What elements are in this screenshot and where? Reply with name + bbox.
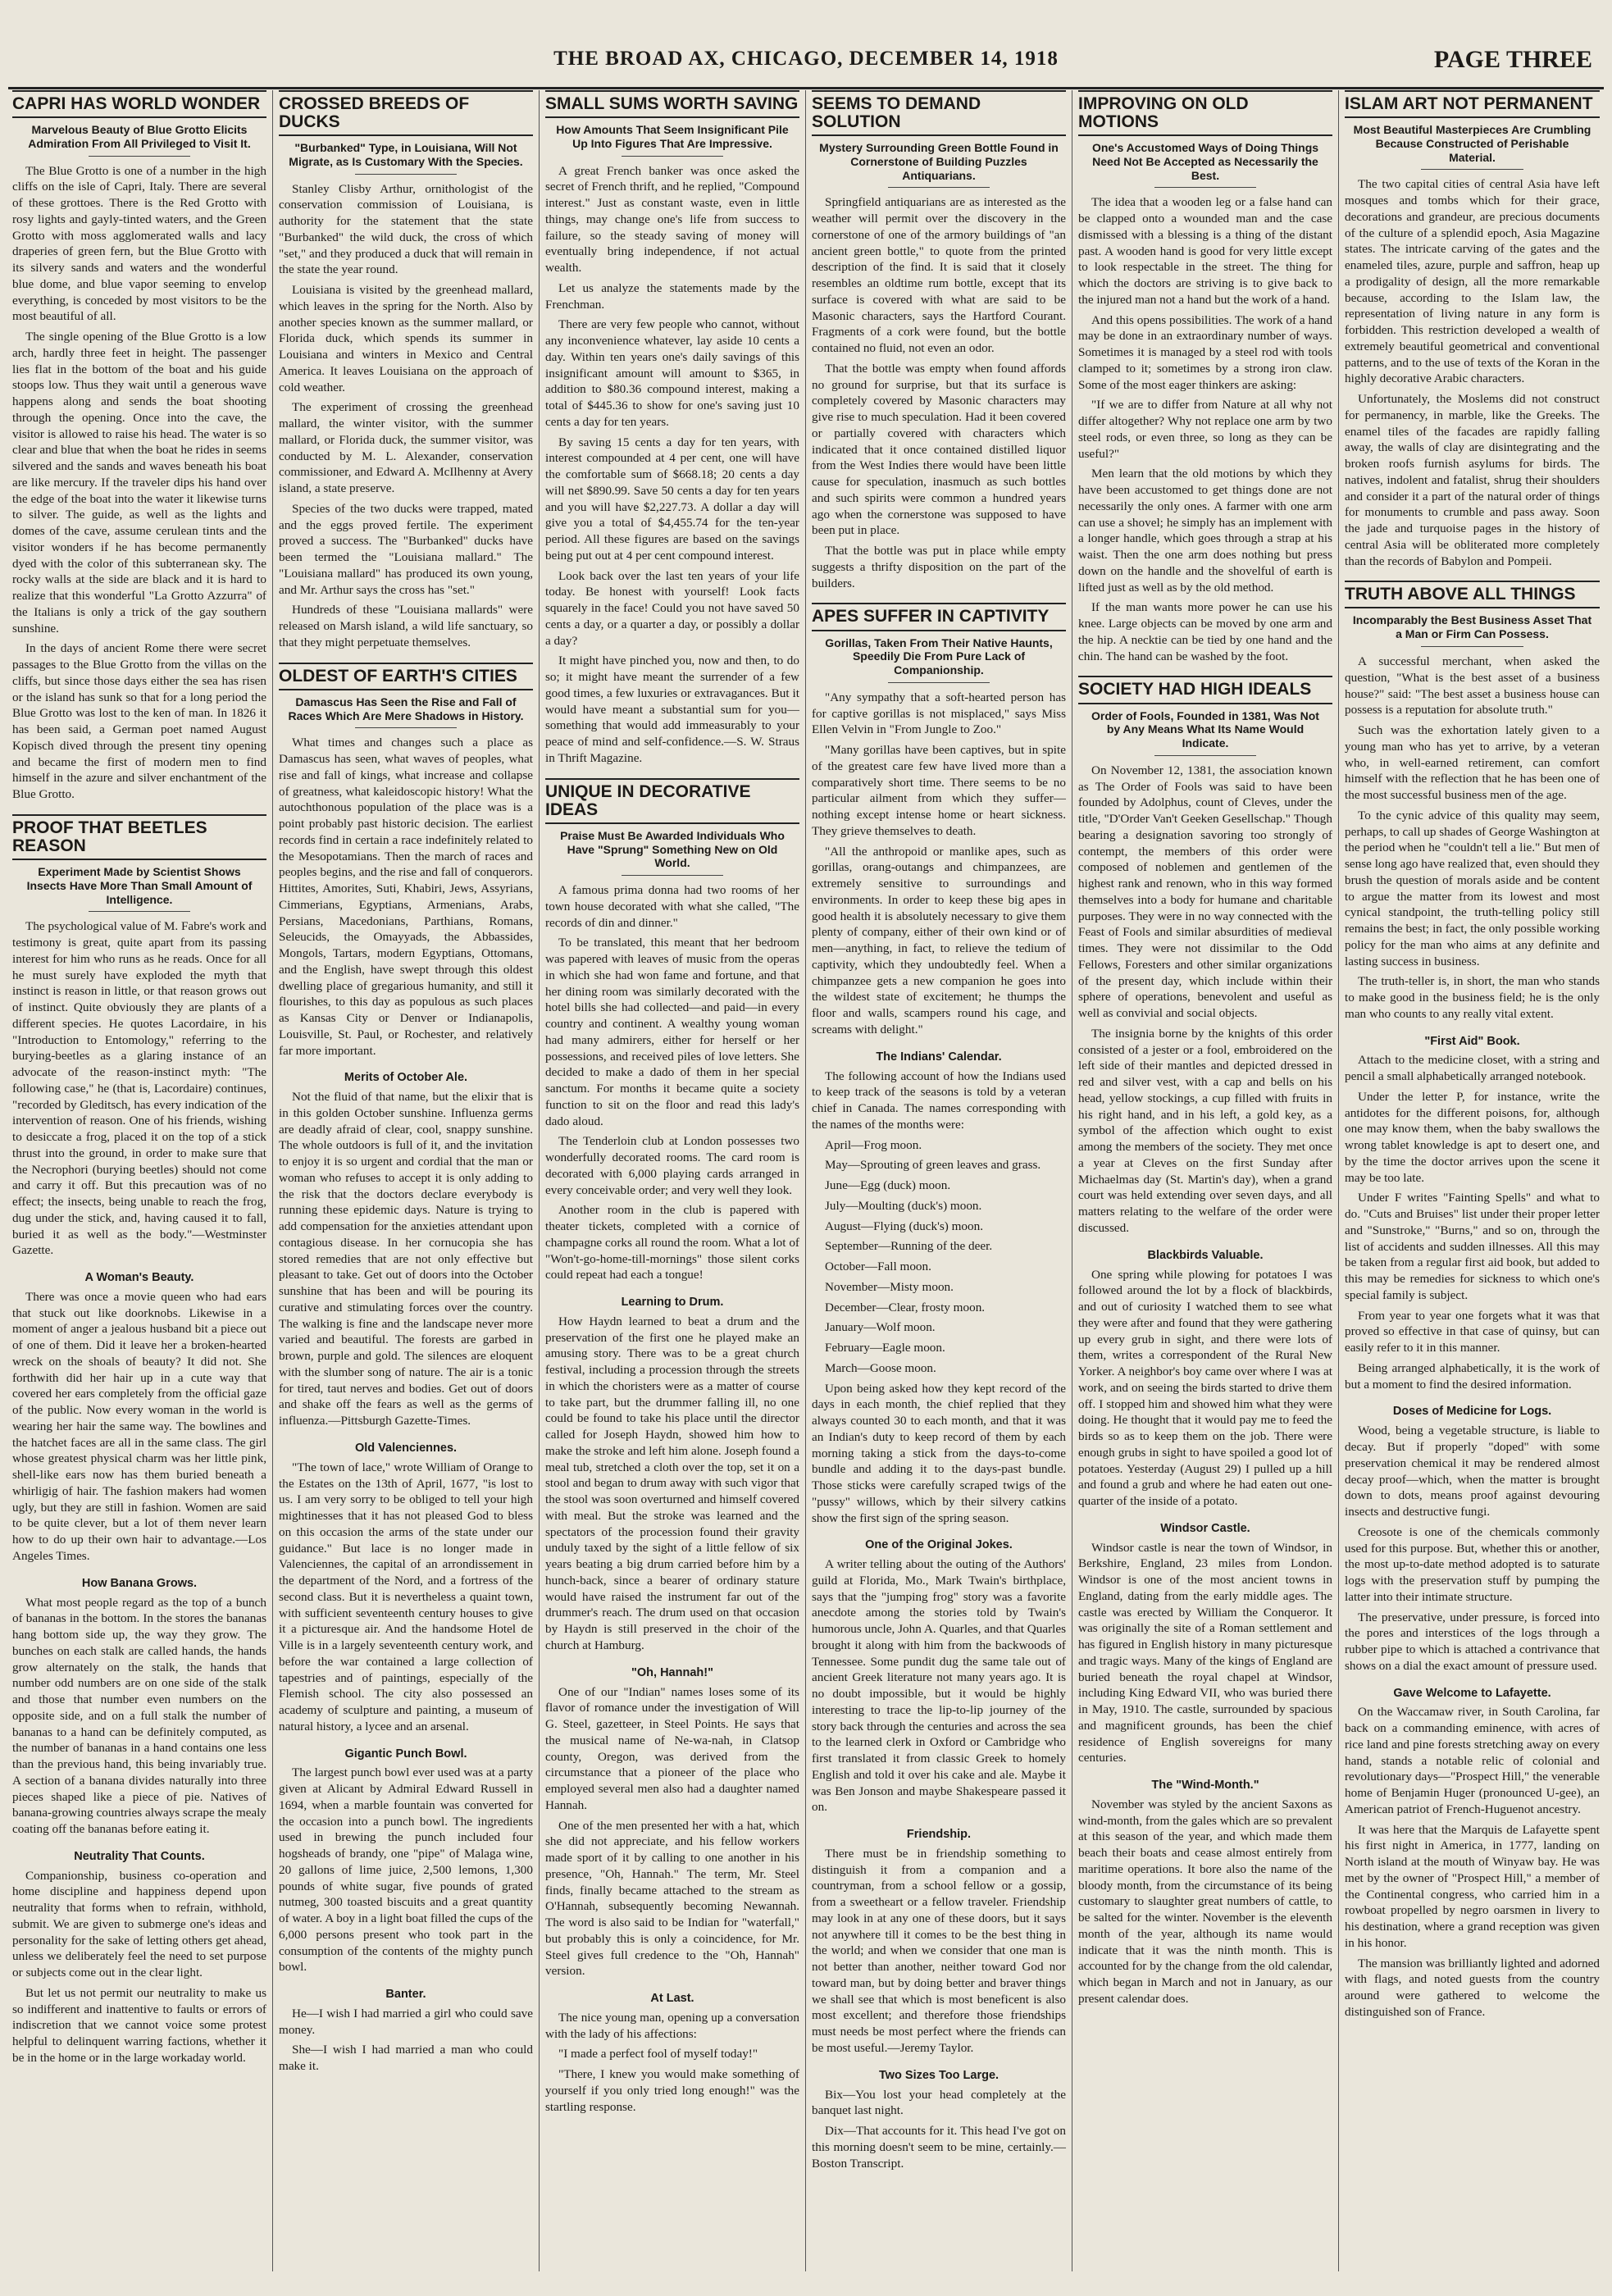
article-paragraph: Let us analyze the statements made by the Frenchman. <box>545 280 799 312</box>
article-paragraph: By saving 15 cents a day for ten years, with interest compounded at 4 per cent, one will have the comfortable sum of $668.18; 20 cents a day will net $890.99. Save 50 cents a day for ten years and you will have $2,227.73. A dollar a day will give you a total of $4,455.74 for the ten-year period. All these figures are based on the savings being put out at 4 per cent compound interest. <box>545 435 799 563</box>
article-paragraph: Such was the exhortation lately given to a young man who has yet to arrive, by a veteran who, in well-earned retirement, can comfort himself with the reflection that he has been one of the most successful business men of the age. <box>1345 723 1600 803</box>
article <box>545 90 799 767</box>
article-paragraph: November—Misty moon. <box>825 1279 954 1294</box>
article-paragraph: Stanley Clisby Arthur, ornithologist of the conservation commission of Louisiana, is authority for the statement that the state "Burbanked" the wild duck, the cross of which "set," and they produced a duck that will remain in the state the year round. <box>279 181 533 277</box>
article-paragraph: March—Goose moon. <box>825 1360 936 1375</box>
article <box>812 603 1066 1037</box>
article-headline: IMPROVING ON OLD MOTIONS <box>1078 90 1332 136</box>
article-paragraph: September—Running of the deer. <box>825 1239 993 1254</box>
page-number: PAGE THREE <box>1433 46 1592 73</box>
article <box>279 663 533 1059</box>
article-paragraph: Springfield antiquarians are as interested as the weather will permit over the discovery in the cornerstone of one of the armory buildings of "an ancient green bottle," to quote from the printed description of the find. It is said that it closely resembles an oldtime rum bottle, except that its surface is covered with what are said to be Masonic characters, says the Hartford Courant. Fragments of a cork were found, but the bottle contained no fluid, not even an odor. <box>812 195 1066 356</box>
deck-rule <box>888 682 990 683</box>
article-subhead: Friendship. <box>906 1828 972 1842</box>
article-deck: How Amounts That Seem Insignificant Pile Up Into Figures That Are Impressive. <box>556 123 789 150</box>
article-paragraph: If the man wants more power he can use his knee. Large objects can be moved by one arm and the hip. A necktie can be tied by one hand and the chin. The hand can be washed by the foot. <box>1078 600 1332 663</box>
article-deck: Most Beautiful Masterpieces Are Crumbling Because Constructed of Perishable Material. <box>1353 123 1592 164</box>
article <box>1345 1404 1600 1674</box>
article <box>279 1070 533 1429</box>
article <box>1345 581 1600 1022</box>
article-subhead: Two Sizes Too Large. <box>878 2068 1000 2082</box>
article-subhead: Merits of October Ale. <box>344 1071 468 1085</box>
article-paragraph: The Blue Grotto is one of a number in the high cliffs on the isle of Capri, Italy. There are several of these grottoes. There is the Red Grotto with rosy lights and gayly-tinted waters, and the Green Grotto with moss agglomerated walls and lacy draperies of green fern, but the Blue Grotto with its silvery sands and waters and the wonderful blue dome, and blue vapor seeming to envelop everything, is conceded by most visitors to be the most beautiful of all. <box>12 163 266 324</box>
article-subhead: One of the Original Jokes. <box>865 1538 1013 1552</box>
article-paragraph: On the Waccamaw river, in South Carolina, far back on a commanding eminence, with acres of rice land and pine forests stretching away on every hand, stands a notable relic of colonial and revolutionary days—"Prospect Hill," the venerable home of Benjamin Huger (pronounced U-gee), an American patriot of French-Huguenot ancestry. <box>1345 1705 1600 1816</box>
article-deck: Mystery Surrounding Green Bottle Found in Cornerstone of Building Puzzles Antiquarians. <box>819 141 1059 182</box>
article-paragraph: Look back over the last ten years of your life today. Be honest with yourself! Look facts squarely in the face! Could you not have saved 50 cents a day, or a quarter a day, or possibly a dollar a day? <box>545 568 799 648</box>
article-paragraph: The largest punch bowl ever used was at a party given at Alicant by Admiral Edward Russell in 1694, when a marble fountain was converted for the occasion into a punch bowl. The ingredients used in brewing the punch included four hogsheads of brandy, one "pipe" of Malaga wine, 20 gallons of lime juice, 2,500 lemons, 1,300 pounds of white sugar, five pounds of grated nutmeg, 300 toasted biscuits and a great quantity of water. A boy in a light boat filled the cups of the 6,000 persons present who took part in the consumption of the contents of the mighty punch bowl. <box>279 1765 533 1975</box>
article-headline: SEEMS TO DEMAND SOLUTION <box>812 90 1066 136</box>
article-paragraph: The psychological value of M. Fabre's work and testimony is great, quite apart from its passing interest for him who runs as he reads. Once for all he must surely have exploded the myth that instinct is reason in little, or that reason grows out of instinct. Quite obviously they are plants of a different species. He quotes Lacordaire, in his "Introduction to Entomology," referring to the burying-beetles as a glaring instance of an advocate of the reason-instinct myth: "The following case," he (that is, Lacordaire) continues, "recorded by Gleditsch, has every indication of the intervention of reason. One of his friends, wishing to desiccate a frog, placed it on the top of a stick thrust into the ground, in order to make sure that the Necrophori (burying beetles) should not come and carry it off. But this precaution was of no effect; the insects, being unable to reach the frog, dug under the stick, and, having caused it to fall, buried it as well as the body."—Westminster Gazette. <box>12 919 266 1258</box>
article-paragraph: Men learn that the old motions by which they have been accustomed to get things done are not necessarily the only ones. A farmer with one arm can use a shovel; he simply has an implement with a longer handle, which goes through a strap at his waist. Then the one arm does nothing but press down on the handle and the shovelful of earth is lifted just as well as by the old method. <box>1078 467 1332 594</box>
article-subhead: Old Valenciennes. <box>354 1441 458 1455</box>
article <box>812 1050 1066 1527</box>
article <box>1345 90 1600 569</box>
article-subhead: Windsor Castle. <box>1160 1521 1250 1535</box>
article-subhead: Doses of Medicine for Logs. <box>1392 1405 1552 1419</box>
columns-container <box>7 90 1605 2271</box>
column-6 <box>1339 90 1605 2271</box>
article-headline: PROOF THAT BEETLES REASON <box>12 814 266 860</box>
article-paragraph: "I made a perfect fool of myself today!" <box>558 2047 758 2061</box>
deck-rule <box>1154 755 1256 756</box>
article-headline: TRUTH ABOVE ALL THINGS <box>1345 581 1600 608</box>
deck-rule <box>89 911 190 912</box>
article-subhead: Banter. <box>385 1988 426 2002</box>
article-paragraph: Companionship, business co-operation and home discipline and happiness depend upon neutrality that forms when to refrain, withhold, submit. We are given to submerge one's ideas and personality for the sake of letting others get ahead, unless we deliberately feel the need to set purpose or subjects come out in the clear light. <box>12 1868 266 1980</box>
article-paragraph: The insignia borne by the knights of this order consisted of a jester or a fool, embroidered on the left side of their mantles and depicted dressed in red and silver vest, with a cap and bells on his head, yellow stockings, a cup filled with fruits in his right hand, and in his left, a gold key, as a symbol of the affection which ought to exist among the members of the society. They met once a year at Cleves on the first Sunday after Michaelmas day (St. Martin's day), when a grand court was held extending over seven days, and all matters relating to the welfare of the order were discussed. <box>1078 1026 1332 1235</box>
article-paragraph: A writer telling about the outing of the Authors' guild at Florida, Mo., Mark Twain's birthplace, says that the "jumping frog" story was a favorite anecdote among the stories told by Twain's humorous uncle, John A. Quarles, and that Quarles brought it along with him from the backwoods of Tennessee. Some pundit dug the same tale out of ancient Greek literature not many years ago. It is no doubt impossible, but it would be highly interesting to trace the lip-to-lip journey of the story back through the centuries and across the sea to the learned clerk in Oxford or Cambridge who first translated it from classic Greek to homely English and told it over his cake and ale. Maybe it was Ben Jonson and maybe Shakespeare passed it on. <box>812 1557 1066 1815</box>
article-deck: Order of Fools, Founded in 1381, Was Not by Any Means What Its Name Would Indicate. <box>1091 708 1319 750</box>
article-paragraph: It was here that the Marquis de Lafayette spent his first night in America, in 1777, landing on North island at the mouth of Winyaw bay. He was met by the owner of "Prospect Hill," a member of the Continental congress, who carried him in a rowboat propelled by negro oarsmen in livery to his destination, where a grand reception was given in his honor. <box>1345 1822 1600 1950</box>
article-headline: SOCIETY HAD HIGH IDEALS <box>1078 676 1332 704</box>
article-paragraph: He—I wish I had married a girl who could save money. <box>279 2006 533 2037</box>
article-paragraph: A great French banker was once asked the secret of French thrift, and he replied, "Compound interest." Just as constant waste, even in little things, may change one's life from success to failure, so the steady saving of money will eventually bring independence, if not actual wealth. <box>545 163 799 276</box>
article-paragraph: Hundreds of these "Louisiana mallards" were released on Marsh island, a wild life sanctuary, so that they might perpetuate themselves. <box>279 603 533 649</box>
article-subhead: The Indians' Calendar. <box>876 1050 1002 1064</box>
article-paragraph: August—Flying (duck's) moon. <box>825 1219 984 1233</box>
article-headline: UNIQUE IN DECORATIVE IDEAS <box>545 778 799 824</box>
article <box>1078 1778 1332 2007</box>
article-subhead: Learning to Drum. <box>621 1296 724 1310</box>
deck-rule <box>622 875 723 876</box>
article <box>545 1991 799 2115</box>
article-subhead: Gave Welcome to Lafayette. <box>1393 1686 1551 1700</box>
article-paragraph: July—Moulting (duck's) moon. <box>825 1198 982 1213</box>
article-subhead: Neutrality That Counts. <box>74 1849 205 1863</box>
column-2 <box>273 90 540 2271</box>
article-headline: CROSSED BREEDS OF DUCKS <box>279 90 533 136</box>
article <box>12 1849 266 2066</box>
article-paragraph: Under the letter P, for instance, write the antidotes for the different poisons, for, although one may know them, when the baby swallows the wrong tablet knowledge is apt to desert one, and by the time the doctor arrives upon the scene it may be too late. <box>1345 1089 1600 1185</box>
deck-rule <box>1154 187 1256 188</box>
deck-rule <box>622 156 723 157</box>
article-paragraph: It might have pinched you, now and then, to do so; it might have meant the surrender of a few good times, a few luxuries or extravagances. But it would have meant a substantial sum for you—something that would add immeasurably to your peace of mind and self-confidence.—S. W. Straus in Thrift Magazine. <box>545 654 799 765</box>
article-paragraph: How Haydn learned to beat a drum and the preservation of the first one he played make an amusing story. There was to be a great church festival, including a procession through the streets in which the choristers were as a matter of course to take part, but the drummer falling ill, no one could be found to take his place until the director called for Joseph Haydn, showed him how to make the stroke and left him alone. Joseph found a meal tub, stretched a cloth over the top, set it on a stool and began to drum away with such vigor that the stool was soon overturned and himself covered with meal. But the stroke was learned and the spectators of the procession found their gravity unduly taxed by the sight of a little fellow of six years beating a big drum carried before him by a hunch-back, since a bearer of ordinary stature would have raised the instrument far out of the drummer's reach. The drum used on that occasion by Haydn is still preserved in the choir of the church at Hamburg. <box>545 1314 799 1652</box>
article-deck: Incomparably the Best Business Asset That a Man or Firm Can Possess. <box>1352 613 1592 641</box>
article <box>12 1576 266 1838</box>
article-paragraph: Under F writes "Fainting Spells" and what to do. "Cuts and Bruises" list under their proper letter and "Sunstroke," "Burns," and so on, through the list of accidents and sudden illnesses. All this may be taken from a regular first aid book, but added to this may be remedies for sickness to which one's special family is subject. <box>1345 1191 1600 1302</box>
article-headline: SMALL SUMS WORTH SAVING <box>545 90 799 118</box>
article <box>279 1987 533 2075</box>
article-paragraph: To the cynic advice of this quality may seem, perhaps, to call up shades of George Washington at the period when he "couldn't tell a lie." But men of sense long ago have realized that, even should they brush the question of morals aside and be content to argue the matter from its lowest and most cynical standpoint, the truth-telling policy still remains the best; in fact, the only possible working policy for the man who aims at any definite and lasting success in business. <box>1345 808 1600 968</box>
article-paragraph: Upon being asked how they kept record of the days in each month, the chief replied that they always counted 30 to each month, and that it was an Indian's duty to keep record of them by each morning taking a stick from the days-to-come bundle and adding it to the days-past bundle. Those sticks were carefully scraped twigs of the "pussy" willows, which by their silvery catkins show the first sign of the spring season. <box>812 1381 1066 1525</box>
article-paragraph: The preservative, under pressure, is forced into the pores and interstices of the logs through a rubber pipe to which is attached a contrivance that shows on a dial the exact amount of pressure used. <box>1345 1610 1600 1673</box>
article-subhead: The "Wind-Month." <box>1151 1779 1259 1793</box>
article-deck: Experiment Made by Scientist Shows Insects Have More Than Small Amount of Intelligence. <box>26 864 253 906</box>
article <box>545 1295 799 1654</box>
article-paragraph: Another room in the club is papered with theater tickets, completed with a cornice of champagne corks all round the room. What a lot of "Won't-go-home-till-mornings" those silent corks could repeat had each a tongue! <box>545 1203 799 1282</box>
article-paragraph: "Any sympathy that a soft-hearted person has for captive gorillas is not misplaced," says Miss Ellen Velvin in "From Jungle to Zoo." <box>812 690 1066 737</box>
article-paragraph: And this opens possibilities. The work of a hand may be done in an extraordinary number of ways. Sometimes it is managed by a steel rod with tools clamped to it; sometimes by a strong iron claw. Some of the most eager thinkers are asking: <box>1078 312 1332 392</box>
article <box>279 1441 533 1735</box>
article-paragraph: From year to year one forgets what it was that proved so effective in that case of quinsy, but can easily refer to it in this manner. <box>1345 1308 1600 1355</box>
article-paragraph: One of the men presented her with a hat, which she did not appreciate, and his fellow workers made sport of it by calling to one another in his presence, "Oh, Hannah." The term, Mr. Steel finds, finally became attached to the stream as O'Hannah, subsequently becoming Newannah. The word is also said to be Indian for "waterfall," but probably this is only a coincidence, for Mr. Steel gives full credence to the "Oh, Hannah" version. <box>545 1818 799 1979</box>
article-subhead: "First Aid" Book. <box>1424 1034 1520 1048</box>
article <box>1345 1034 1600 1393</box>
article-paragraph: "There, I knew you would make something of yourself if you only tried long enough!" was the startling response. <box>545 2067 799 2114</box>
article-headline: APES SUFFER IN CAPTIVITY <box>812 603 1066 631</box>
article-paragraph: "All the anthropoid or manlike apes, such as gorillas, orang-outangs and chimpanzees, are extremely sensitive to surroundings and environments. In order to keep these big apes in good health it is absolutely necessary to give them plenty of company, either of their own kind or of men—anything, in fact, to relieve the tedium of captivity, which they undoubtedly feel. When a chimpanzee gets a new companion he goes into the wildest state of excitement; he thumps the floor and walls, scampers round his cage, and screams with delight." <box>812 844 1066 1036</box>
article-paragraph: A famous prima donna had two rooms of her town house decorated with what she called, "The records of din and dinner." <box>545 883 799 930</box>
article-paragraph: She—I wish I had married a man who could make it. <box>279 2043 533 2074</box>
article-paragraph: Louisiana is visited by the greenhead mallard, which leaves in the spring for the North. Also by another species known as the summer mallard, or Florida duck, which spends its summer in Louisiana and winters in Mexico and Central America. It leaves Louisiana on the approach of cold weather. <box>279 283 533 394</box>
article-paragraph: One spring while plowing for potatoes I was followed around the lot by a flock of blackbirds, and out of curiosity I watched them to see what they were after and found that they were gathering up every grub in sight, and there were lots of them, writes a correspondent of the Rural New Yorker. A neighbor's boy came over where I was at work, and on seeing the birds started to drive them off. I stopped him and showed him what they were doing. He thought that it would pay me to feed the birds so as to keep them on the job. There were enough grubs in sight to have spoiled a good lot of potatoes. Yesterday (August 29) I pulled up a hill and found a grub and where he had eaten out one-quarter of the inside of a potato. <box>1078 1267 1332 1509</box>
column-5 <box>1072 90 1339 2271</box>
masthead <box>8 43 1604 89</box>
article-paragraph: The Tenderloin club at London possesses two wonderfully decorated rooms. The card room is decorated with 6,000 playing cards arranged in every conceivable order; and very well they look. <box>545 1134 799 1197</box>
article-paragraph: To be translated, this meant that her bedroom was papered with leaves of music from the operas in which she had won fame and fortune, and that her dining room was similarly decorated with the hotel bills she had collected—and paid—in every country and continent. A wealthy young woman had many admirers, either for herself or her possessions, and received piles of love letters. She decided to make a dado of them in her special sanctum. For months it became quite a society function to sit on the floor and read this lady's dado aloud. <box>545 936 799 1128</box>
article-subhead: "Oh, Hannah!" <box>631 1665 713 1679</box>
article <box>12 90 266 803</box>
article-paragraph: Species of the two ducks were trapped, mated and the eggs proved fertile. The experiment proved a success. The "Burbanked" ducks have been termed the "Louisiana mallard." The "Louisiana mallard" has produced its own young, and Mr. Arthur says the cross has "set." <box>279 501 533 597</box>
article-paragraph: Creosote is one of the chemicals commonly used for this purpose. But, whether this or another, the most up-to-date method adopted is to saturate logs with the preservation stuff by pumping the latter into their intimate structure. <box>1345 1524 1600 1604</box>
article-subhead: A Woman's Beauty. <box>84 1271 194 1285</box>
article-paragraph: "Many gorillas have been captives, but in spite of the greatest care few have lived more than a comparatively short time. There seems to be no particular ailment from which they suffer—nothing except intense home or heart sickness. They grieve themselves to death. <box>812 743 1066 838</box>
deck-rule <box>355 727 457 728</box>
article <box>812 90 1066 591</box>
article-paragraph: "The town of lace," wrote William of Orange to the Estates on the 13th of April, 1677, "is lost to us. I am very sorry to be obliged to tell your high mightinesses that it has not pleased God to bless on this occasion the arms of the state under our guidance." But lace is no longer made in Valenciennes, the capital of an arrondissement in the department of the Nord, and a fortress of the second class. But it is nevertheless a quaint town, with sufficient seventeenth century houses to give it a picturesque air. And the handsome Hotel de Ville is in a largely seventeenth century work, and before the war contained a large collection of tapestries and of paintings, especially of the Flemish school. The city also possessed an academy of sculpture and painting, a museum of natural history, a lycee and an arsenal. <box>279 1460 533 1733</box>
article-paragraph: Attach to the medicine closet, with a string and pencil a small alphabetically arranged notebook. <box>1345 1053 1600 1084</box>
article-deck: Gorillas, Taken From Their Native Haunts, Speedily Die From Pure Lack of Companionship. <box>825 636 1053 677</box>
article-paragraph: The following account of how the Indians used to keep track of the seasons is told by a veteran chief in Canada. The names corresponding with the names of the months were: <box>812 1068 1066 1132</box>
article-paragraph: What most people regard as the top of a bunch of bananas in the bottom. In the stores the bananas hang bottom side up, the way they grow. The bunches on each stalk are called hands, the hands grow alternately on the stalk, the hands that number odd numbers are on one side of the stalk and those that number even numbers on the opposite side, and on a full stalk the number of bananas to a hand can be definitely computed, as the number of bananas in a hand contains one less than the previous hand, this being invariably true. A section of a banana divides naturally into three pieces shaped like a piece of pie. Natives of banana-growing countries always scrape the mealy coating off the bananas before eating it. <box>12 1595 266 1837</box>
article-headline: ISLAM ART NOT PERMANENT <box>1345 90 1600 118</box>
article-paragraph: There was once a movie queen who had ears that stuck out like doorknobs. Likewise in a moment of anger a jealous husband bit a piece out of one of them. Did it leave her a broken-hearted wreck on the shoals of beauty? It did not. She forthwith did her hair up in a cute way that covered her ears completely from the official gaze of the public. Now every woman in the world is wearing her hair the same way. The bowlines and the hatchet faces are all in the same class. The girl whose greatest physical charm was her little pink, shell-like ears now has them buried beneath a whirligig of hair. The fashion makers had women ugly, but they are still in fashion. Women are said to be quite clever, but a lot of them never learn how to do up their own hair to advantage.—Los Angeles Times. <box>12 1289 266 1563</box>
article-paragraph: The idea that a wooden leg or a false hand can be clapped onto a wounded man and the case dismissed with a blessing is a thing of the distant past. A wooden hand is good for very little except to look respectable in the street. The thing for which the doctors are striving is to give back to the injured man not a hand but the work of a hand. <box>1078 195 1332 307</box>
article-paragraph: On November 12, 1381, the association known as The Order of Fools was said to have been founded by Adolphus, count of Cleves, under the title, "D'Order Van't Geeken Gesellschap." Though bearing a designation savoring too strongly of contempt, the members of this order were composed of noblemen and gentlemen of the highest rank and renown, who in this way formed themselves into a body for humane and charitable purposes. They were in no way connected with the Feast of Fools and similar absurdities of medieval times. They were not dissimilar to the Odd Fellows, Foresters and other similar organizations of the present day, which include within their sphere of operations, benevolent and useful as well as convivial and social objects. <box>1078 763 1332 1021</box>
article-paragraph: The two capital cities of central Asia have left mosques and tombs which for their grace, decorations and grandeur, are precious documents of the culture of a splendid epoch, Asia Magazine states. The intricate carving of the gates and the enameled tiles, azure, purple and saffron, heap up a prodigality of design, all the more remarkable because, according to the Islam law, the representation of living nature in any form is forbidden. This restriction developed a wealth of extremely beautiful geometrical and conventional patterns, and to the use of texts of the Koran in the highly decorative Arabic characters. <box>1345 177 1600 386</box>
column-4 <box>806 90 1072 2271</box>
article-paragraph: The truth-teller is, in short, the man who stands to make good in the business field; he is the only man who counts to any really vital extent. <box>1345 974 1600 1021</box>
article-paragraph: Bix—You lost your head completely at the banquet last night. <box>812 2087 1066 2118</box>
article-paragraph: Windsor castle is near the town of Windsor, in Berkshire, England, 23 miles from London. Windsor is one of the most ancient towns in England, dating from the early middle ages. The castle was erected by William the Conqueror. It was originally the site of a Roman settlement and has figured in English history in many picturesque and tragic ways. Many of the kings of England are buried beneath the royal chapel at Windsor, including King Edward VII, who was buried there in May, 1910. The castle, surrounded by spacious and magnificent grounds, has been the chief residence of English sovereigns for many centuries. <box>1078 1540 1332 1765</box>
article-paragraph: But let us not permit our neutrality to make us so indifferent and inattentive to faults or errors of indiscretion that we cannot voice some protest helpful to delinquent warring factions, whether it be in the home or in the large workaday world. <box>12 1985 266 2065</box>
article-deck: Marvelous Beauty of Blue Grotto Elicits Admiration From All Privileged to Visit It. <box>28 123 251 150</box>
article-paragraph: There are very few people who cannot, without any inconvenience whatever, lay aside 10 cents a day. Within ten years one's daily savings of this insignificant amount will amount to $365, in addition to $80.36 compound interest, making a total of $445.36 to show for one's saving just 10 cents a day for ten years. <box>545 317 799 429</box>
article <box>279 90 533 651</box>
article <box>1078 1521 1332 1766</box>
article <box>1078 90 1332 664</box>
deck-rule <box>1421 646 1523 647</box>
article-paragraph: Wood, being a vegetable structure, is liable to decay. But if properly "doped" with some preservation chemical it may be rendered almost decay proof—which, when the matter is brought down to dots, means proof against devouring insects and destructive fungi. <box>1345 1424 1600 1519</box>
article-paragraph: June—Egg (duck) moon. <box>825 1178 951 1193</box>
article-paragraph: The experiment of crossing the greenhead mallard, the winter visitor, with the summer mallard, or Florida duck, the summer visitor, was conducted by M. L. Alexander, conservation commissioner, and Edward A. McIlhenny at Avery island, a state preserve. <box>279 400 533 496</box>
article-paragraph: Dix—That accounts for it. This head I've got on this morning doesn't seem to be mine, certainly.—Boston Transcript. <box>812 2124 1066 2171</box>
masthead-title: THE BROAD AX, CHICAGO, DECEMBER 14, 1918 <box>553 48 1059 70</box>
deck-rule <box>1421 169 1523 170</box>
article-paragraph: In the days of ancient Rome there were secret passages to the Blue Grotto from the villas on the cliffs, but since those days either the sea has risen or the island has sunk so that for a long period the Blue Grotto was lost to the ken of man. In 1826 it has been said, a German poet named August Kopisch dived through the present tiny opening and became the first of modern men to find himself in the azure and silver enchantment of the Blue Grotto. <box>12 641 266 802</box>
article <box>812 2068 1066 2172</box>
article-paragraph: "If we are to differ from Nature at all why not differ altogether? Why not replace one arm by two steel rods, or even three, so long as they can be useful?" <box>1078 398 1332 461</box>
article-paragraph: Unfortunately, the Moslems did not construct for permanency, in marble, like the Greeks. The enamel tiles of the facades are rapidly falling away, the walls of clay are disintegrating and the broken roofs furnish asylums for birds. The natives, indolent and fatalist, shrug their shoulders and consider it a part of the natural order of things for monuments to crumble and pass away. Soon the jade and turquoise pages in the history of central Asia will be obliterated more completely than the records of Babylon and Pompeii. <box>1345 392 1600 568</box>
article-paragraph: Being arranged alphabetically, it is the work of but a moment to find the desired information. <box>1345 1360 1600 1392</box>
article-paragraph: The nice young man, opening up a conversation with the lady of his affections: <box>545 2010 799 2041</box>
article <box>12 1270 266 1565</box>
article-paragraph: May—Sprouting of green leaves and grass. <box>825 1158 1041 1173</box>
column-3 <box>540 90 806 2271</box>
article-paragraph: October—Fall moon. <box>825 1260 931 1274</box>
article-deck: Praise Must Be Awarded Individuals Who Have "Sprung" Something New on Old World. <box>560 828 785 870</box>
article <box>812 1538 1066 1815</box>
article <box>545 778 799 1283</box>
deck-rule <box>89 156 190 157</box>
article-paragraph: April—Frog moon. <box>825 1137 922 1152</box>
deck-rule <box>888 187 990 188</box>
article <box>1078 676 1332 1236</box>
article-paragraph: What times and changes such a place as Damascus has seen, what waves of peoples, what rise and fall of kings, what increase and collapse of greatness, what kaleidoscopic history! What the autochthonous population of the place was is a point probably past historic decision. The earliest records find in certain a race indefinitely related to the Mesopotamians. Then the march of races and peoples begins, and the rise and fall of conquerors. Hittites, Amorites, Suti, Khabiri, Jews, Assyrians, Cimmerians, Egyptians, Armenians, Arabs, Persians, Macedonians, Parthians, Romans, Seleucids, the Omayyads, the Abbassides, Mongols, Tartars, modern Egyptians, Ottomans, and the English, have swept through this oldest dwelling place of gregarious humanity, and still it flourishes, to this day as populous as such places as Kansas City or Denver or Indianapolis, Louisville, St. Paul, or Rochester, and relatively far more important. <box>279 736 533 1058</box>
article-deck: Damascus Has Seen the Rise and Fall of Races Which Are Mere Shadows in History. <box>288 695 524 722</box>
article-headline: CAPRI HAS WORLD WONDER <box>12 90 266 118</box>
deck-rule <box>355 174 457 175</box>
article-paragraph: A successful merchant, when asked the question, "What is the best asset of a business house?" said: "The best asset a business house can possess is a reputation for absolute truth." <box>1345 654 1600 718</box>
article-paragraph: January—Wolf moon. <box>825 1320 936 1335</box>
article-subhead: At Last. <box>650 1992 694 2006</box>
article-paragraph: December—Clear, frosty moon. <box>825 1300 986 1314</box>
article-subhead: Blackbirds Valuable. <box>1147 1248 1264 1262</box>
article-subhead: Gigantic Punch Bowl. <box>344 1747 467 1761</box>
article-paragraph: February—Eagle moon. <box>825 1341 945 1355</box>
article <box>1345 1686 1600 2020</box>
article <box>1078 1248 1332 1510</box>
article-paragraph: One of our "Indian" names loses some of its flavor of romance under the investigation of Will G. Steel, gazetteer, in Steel Points. He says that the musical name of Ne-wa-nah, in Clatsop county, Oregon, was derived from the circumstance that a pioneer of the place who employed several men also had a daughter named Hannah. <box>545 1684 799 1812</box>
article-paragraph: The single opening of the Blue Grotto is a low arch, hardly three feet in height. The passenger lies flat in the bottom of the boat and his guide stoops low. Thus they wait until a generous wave happens along and sends the boat shooting through the opening. Once into the cave, the visitor is allowed to raise his head. The water is so clear and blue that when the boat he rides in seems silvered and the sands and waves beneath his boat are like mercury. If the traveler dips his hand over the edge of the boat into the water it likewise turns to silver. The guide, as well as the lights and domes of the cave, assume cerulean tints and the visitor wonders if he has become permanently dyed with the color of this subterranean sky. The rocky walls at the side are black and it is hard to realize that this wonderful "La Grotto Azzurra" of the Italians is only a trick of the gay southern sunshine. <box>12 330 266 636</box>
article <box>279 1747 533 1976</box>
article-paragraph: Not the fluid of that name, but the elixir that is in this golden October sunshine. Influenza germs are deadly afraid of clear, cool, snappy sunshine. The whole outdoors is full of it, and the invitation to enjoy it is so urgent and cordial that the man or woman who refuses to accept it is only adding to the risk that the doctors declare everybody is running these epidemic days. Nature is trying to add compensation for the anxieties attendant upon contagious disease. In her cornucopia she has stored remedies that are not only effective but pleasant to take. Get out of doors into the October sunshine that has been and will be pouring its curative and stimulating forces over the country. The walking is fine and the landscape never more varied and beautiful. The forests are garbed in brown, purple and gold. The silences are eloquent with the slumber song of nature. The air is a tonic for tired, taut nerves and bodies. Get out of doors and shake off the fears as well as the germs of influenza.—Pittsburgh Gazette-Times. <box>279 1090 533 1428</box>
article-paragraph: That the bottle was put in place while empty suggests a thrifty disposition on the part of the builders. <box>812 544 1066 590</box>
article-paragraph: That the bottle was empty when found affords no ground for surprise, but that its surface is completely covered by Masonic characters may give rise to much speculation. Had it been covered or partially covered with characters which indicated that it once contained distilled liquor from the West Indies there would have been little cause for speculation, inasmuch as such bottles and such spirits were common a hundred years ago when the cornerstone was supposed to have been put in place. <box>812 361 1066 538</box>
article-headline: OLDEST OF EARTH'S CITIES <box>279 663 533 690</box>
article-paragraph: There must be in friendship something to distinguish it from a companion and a countryman, from a school fellow or a gossip, from a sweetheart or a fellow traveler. Friendship may look in at any one of these doors, but it says not anywhere till it comes to be the best thing in the world; and when we consider that one man is not better than another, neither toward God nor toward man, but by doing better and braver things we shall see that which is most beneficent is also most excellent; and therefore those friendships must needs be most perfect where the friends can be most useful.—Jeremy Taylor. <box>812 1846 1066 2055</box>
column-1 <box>7 90 273 2271</box>
article-deck: "Burbanked" Type, in Louisiana, Will Not Migrate, as Is Customary With the Species. <box>289 141 523 168</box>
article <box>545 1665 799 1979</box>
article-paragraph: November was styled by the ancient Saxons as wind-month, from the gales which are so prevalent at this season of the year, and which made them beach their boats and cease almost entirely from maritime operations. It bore also the name of the bloody month, from the circumstance of its being customary to slaughter great numbers of cattle, to be salted for the winter. November is the eleventh month of the year, although its name would indicate that it was the ninth month. This is accounted for by the change from the old calendar, which began in March and not in January, as our present calendar does. <box>1078 1797 1332 2006</box>
article-subhead: How Banana Grows. <box>81 1576 198 1590</box>
article <box>812 1827 1066 2057</box>
article-deck: One's Accustomed Ways of Doing Things Need Not Be Accepted as Necessarily the Best. <box>1091 141 1319 182</box>
article <box>12 814 266 1259</box>
article-paragraph: The mansion was brilliantly lighted and adorned with flags, and noted guests from the country around were gathered to welcome the distinguished son of France. <box>1345 1956 1600 2019</box>
